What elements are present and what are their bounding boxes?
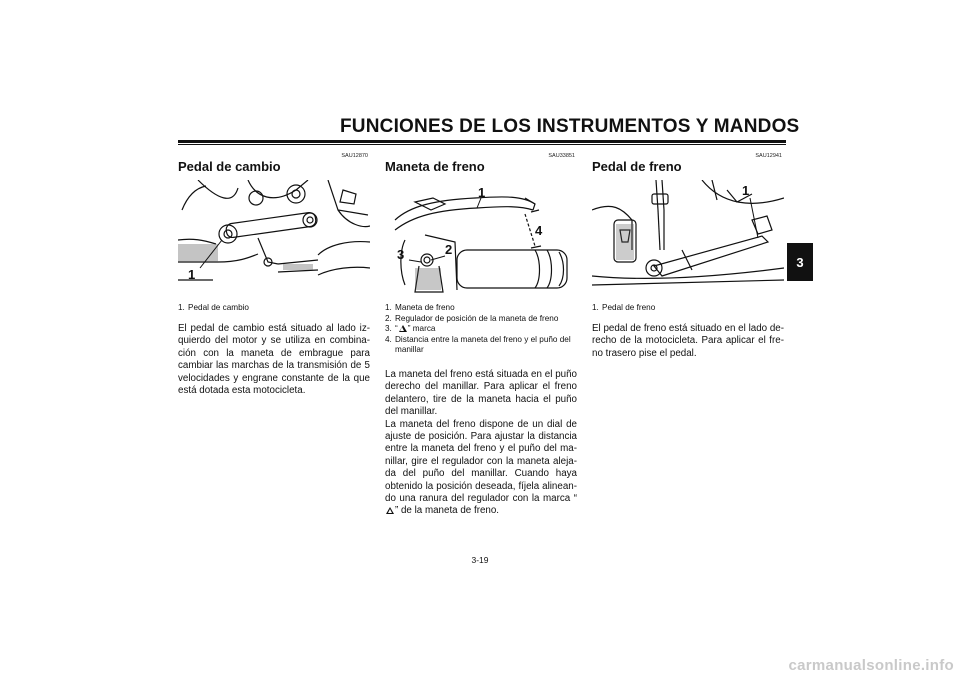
shift-pedal-text: [178, 323, 370, 397]
section-code: SAU12941: [755, 153, 782, 159]
header-rule-thin: [178, 144, 786, 145]
page-header-title: FUNCIONES DE LOS INSTRUMENTOS Y MANDOS: [340, 116, 800, 137]
brake-lever-illustration: [385, 180, 577, 300]
brake-pedal-text: [592, 323, 784, 360]
page-number: 3-19: [471, 555, 489, 565]
caption-item: 1. Maneta de freno: [385, 303, 455, 312]
caption-item: 4. Distancia entre la maneta del freno y el puño del manillar: [385, 334, 571, 354]
paragraph: La maneta del freno dispone de un dial de ajuste de posición. Para ajustar la distancia entre la maneta del freno y el puño del ma- nillar, gire el regulador con la maneta aleja- da del puño del manillar. Cuando haya obtenido la posición deseada, fíjela alinean- do una ranura del regulador con la marca “” de la maneta de freno.: [385, 418, 577, 517]
chapter-tab: 3: [787, 243, 813, 281]
shift-pedal-figure: [178, 180, 370, 290]
callout-1: 1: [478, 185, 486, 200]
section-code: SAU33851: [548, 153, 575, 159]
caption-item: 3. “ ” marca: [385, 324, 436, 333]
caption-item: 1. Pedal de cambio: [178, 303, 249, 312]
brake-lever-figure: [385, 180, 577, 300]
triangle-mark-icon: [399, 325, 407, 332]
section-title-shift-pedal: Pedal de cambio: [178, 159, 281, 174]
brake-lever-caption: [385, 303, 577, 356]
section-title-brake-lever: Maneta de freno: [385, 159, 485, 174]
shift-pedal-illustration: [178, 180, 370, 290]
brake-pedal-caption: [592, 303, 792, 314]
callout-2: 2: [445, 242, 453, 257]
caption-item: 2. Regulador de posición de la maneta de freno: [385, 313, 559, 323]
triangle-mark-icon: [386, 507, 394, 514]
brake-pedal-illustration: [592, 180, 784, 290]
section-code: SAU12870: [341, 153, 368, 159]
brake-lever-text: [385, 369, 577, 518]
callout-4: 4: [535, 223, 543, 238]
callout-1: 1: [188, 267, 196, 282]
footer-watermark[interactable]: carmanualsonline.info: [788, 657, 954, 674]
header-rule: [178, 140, 786, 143]
callout-1: 1: [742, 183, 750, 198]
callout-3: 3: [397, 247, 405, 262]
shift-pedal-caption: [178, 303, 378, 314]
paragraph: El pedal de cambio está situado al lado iz- quierdo del motor y se utiliza en combina- ción con la maneta de embrague para cambiar las marchas de la transmisión de 5 velocidades y engrane constante de la que está dotada esta motocicleta.: [178, 323, 370, 397]
paragraph: El pedal de freno está situado en el lado de- recho de la motocicleta. Para aplicar el fre- no trasero pise el pedal.: [592, 323, 784, 359]
paragraph: La maneta del freno está situada en el puño derecho del manillar. Para aplicar el freno delantero, tire de la maneta hacia el puño del manillar.: [385, 369, 577, 418]
section-title-brake-pedal: Pedal de freno: [592, 159, 682, 174]
brake-pedal-figure: [592, 180, 784, 290]
caption-item: 1. Pedal de freno: [592, 303, 656, 312]
